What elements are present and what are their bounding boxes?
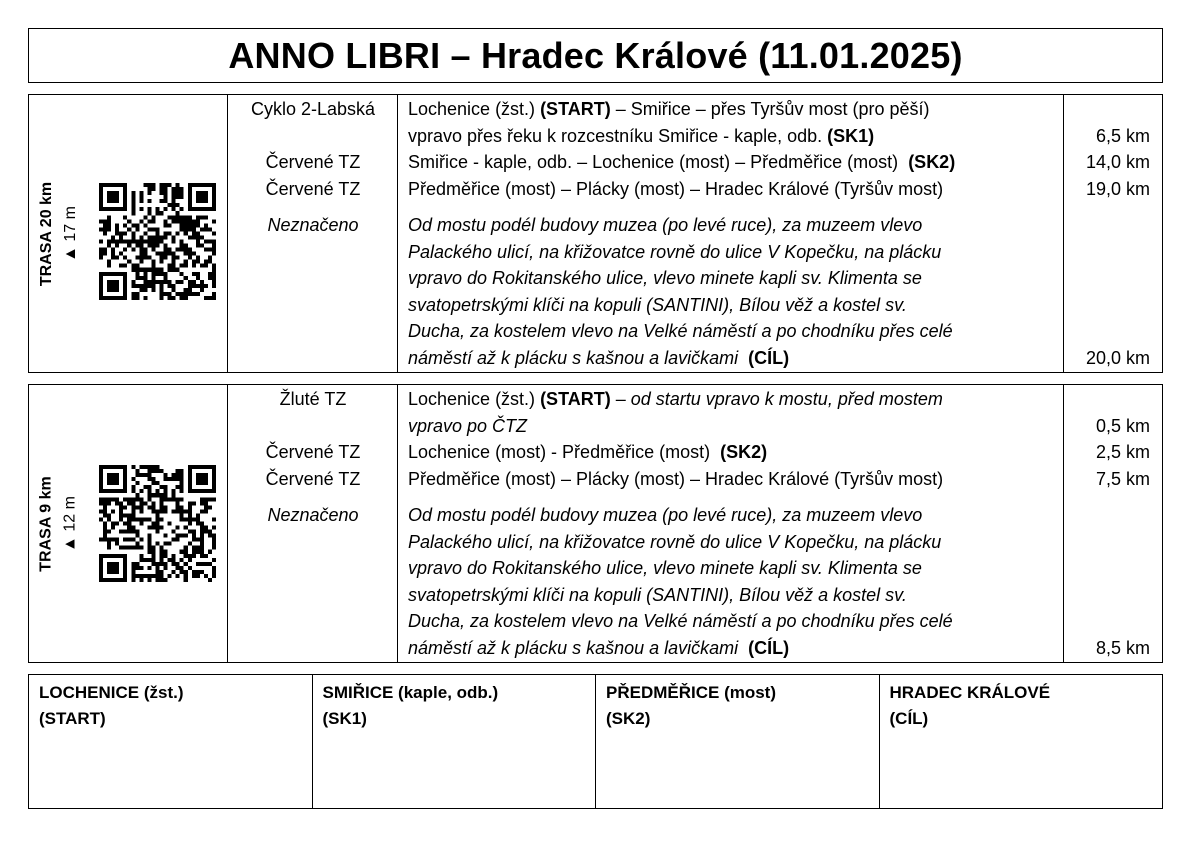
route-marking: Žluté TZ (279, 389, 347, 409)
route-side-panel (29, 95, 228, 372)
route-step-text: Smiřice - kaple, odb. – Lochenice (most) – Předměřice (most) (SK2) (408, 152, 956, 172)
route-step-text: Lochenice (žst.) (START) – od startu vpravo k mostu, před mostem (408, 389, 943, 409)
route-step-text: Ducha, za kostelem vlevo na Velké náměstí a po chodníku přes celé (408, 611, 953, 631)
route-step-distance: 6,5 km (1095, 125, 1150, 146)
checkpoint-sk1 (313, 675, 597, 808)
route-distance-column (1064, 95, 1162, 372)
route-marking: Cyklo 2-Labská (250, 99, 376, 119)
route-step-distance: 0,5 km (1095, 415, 1150, 436)
route-elevation-label: ▲ 12 m (62, 495, 79, 552)
route-step-text: Od mostu podél budovy muzea (po levé ruce), za muzeem vlevo (408, 505, 923, 525)
route-side-panel (29, 385, 228, 662)
title-box (28, 28, 1163, 83)
checkpoint-code: (CÍL) (889, 709, 929, 728)
route-step-text: Předměřice (most) – Plácky (most) – Hradec Králové (Tyršův most) (408, 468, 944, 489)
checkpoint-name: SMIŘICE (kaple, odb.) (322, 683, 499, 702)
route-step-text: náměstí až k plácku s kašnou a lavičkami (CÍL) (408, 347, 790, 368)
route-distance-label: TRASA 9 km (38, 475, 55, 572)
route-marking: Neznačeno (267, 505, 359, 525)
checkpoint-sk2 (596, 675, 880, 808)
checkpoint-code: (START) (39, 709, 106, 728)
route-description-column (398, 385, 1064, 662)
route-step-distance: 8,5 km (1095, 637, 1150, 658)
route-marking: Červené TZ (265, 178, 361, 199)
route-step-distance: 19,0 km (1085, 178, 1150, 199)
route-step-text: Palackého ulicí, na křižovatce rovně do ulice V Kopečku, na plácku (408, 241, 942, 262)
route-step-text: svatopetrskými klíči na kopuli (SANTINI), Bílou věž a kostel sv. (408, 584, 907, 605)
route-table-20km (28, 94, 1163, 373)
route-label (33, 95, 85, 372)
route-step-text: Lochenice (žst.) (START) – Smiřice – přes Tyršův most (pro pěší) (408, 99, 930, 119)
route-step-text: Lochenice (most) - Předměřice (most) (SK2) (408, 442, 768, 462)
checkpoint-code: (SK1) (322, 709, 367, 728)
checkpoint-finish (880, 675, 1163, 808)
route-step-text: Palackého ulicí, na křižovatce rovně do ulice V Kopečku, na plácku (408, 531, 942, 552)
route-marking-column (228, 95, 398, 372)
page-title: ANNO LIBRI – Hradec Králové (11.01.2025) (228, 34, 963, 76)
checkpoint-name: LOCHENICE (žst.) (39, 683, 184, 702)
route-distance-label: TRASA 20 km (38, 181, 56, 286)
qr-code-icon (99, 183, 216, 300)
route-marking: Červené TZ (265, 468, 361, 489)
route-step-text: vpravo po ČTZ (408, 415, 528, 436)
route-table-9km (28, 384, 1163, 663)
checkpoint-name: HRADEC KRÁLOVÉ (889, 683, 1051, 702)
route-distance-column (1064, 385, 1162, 662)
route-step-text: Od mostu podél budovy muzea (po levé ruce), za muzeem vlevo (408, 215, 923, 235)
route-step-text: Ducha, za kostelem vlevo na Velké náměstí a po chodníku přes celé (408, 321, 953, 341)
route-step-distance: 7,5 km (1095, 468, 1150, 489)
route-step-distance: 20,0 km (1085, 347, 1150, 368)
checkpoint-code: (SK2) (606, 709, 651, 728)
route-label (33, 385, 85, 662)
route-marking: Neznačeno (267, 215, 359, 235)
route-step-text: vpravo přes řeku k rozcestníku Smiřice - kaple, odb. (SK1) (408, 125, 875, 146)
checkpoint-start (29, 675, 313, 808)
route-marking: Červené TZ (265, 442, 361, 462)
route-step-text: náměstí až k plácku s kašnou a lavičkami (CÍL) (408, 637, 790, 658)
qr-code-icon (99, 465, 216, 582)
checkpoint-table (28, 674, 1163, 809)
route-description-column (398, 95, 1064, 372)
route-step-text: svatopetrskými klíči na kopuli (SANTINI), Bílou věž a kostel sv. (408, 294, 907, 315)
route-step-distance: 2,5 km (1095, 442, 1150, 462)
route-step-text: vpravo do Rokitanského ulice, vlevo minete kapli sv. Klimenta se (408, 268, 922, 288)
route-marking: Červené TZ (265, 152, 361, 172)
route-step-text: vpravo do Rokitanského ulice, vlevo minete kapli sv. Klimenta se (408, 558, 922, 578)
route-step-text: Předměřice (most) – Plácky (most) – Hradec Králové (Tyršův most) (408, 178, 944, 199)
route-elevation-label: ▲ 17 m (62, 205, 80, 262)
route-marking-column (228, 385, 398, 662)
checkpoint-name: PŘEDMĚŘICE (most) (606, 683, 777, 702)
route-step-distance: 14,0 km (1085, 152, 1150, 172)
